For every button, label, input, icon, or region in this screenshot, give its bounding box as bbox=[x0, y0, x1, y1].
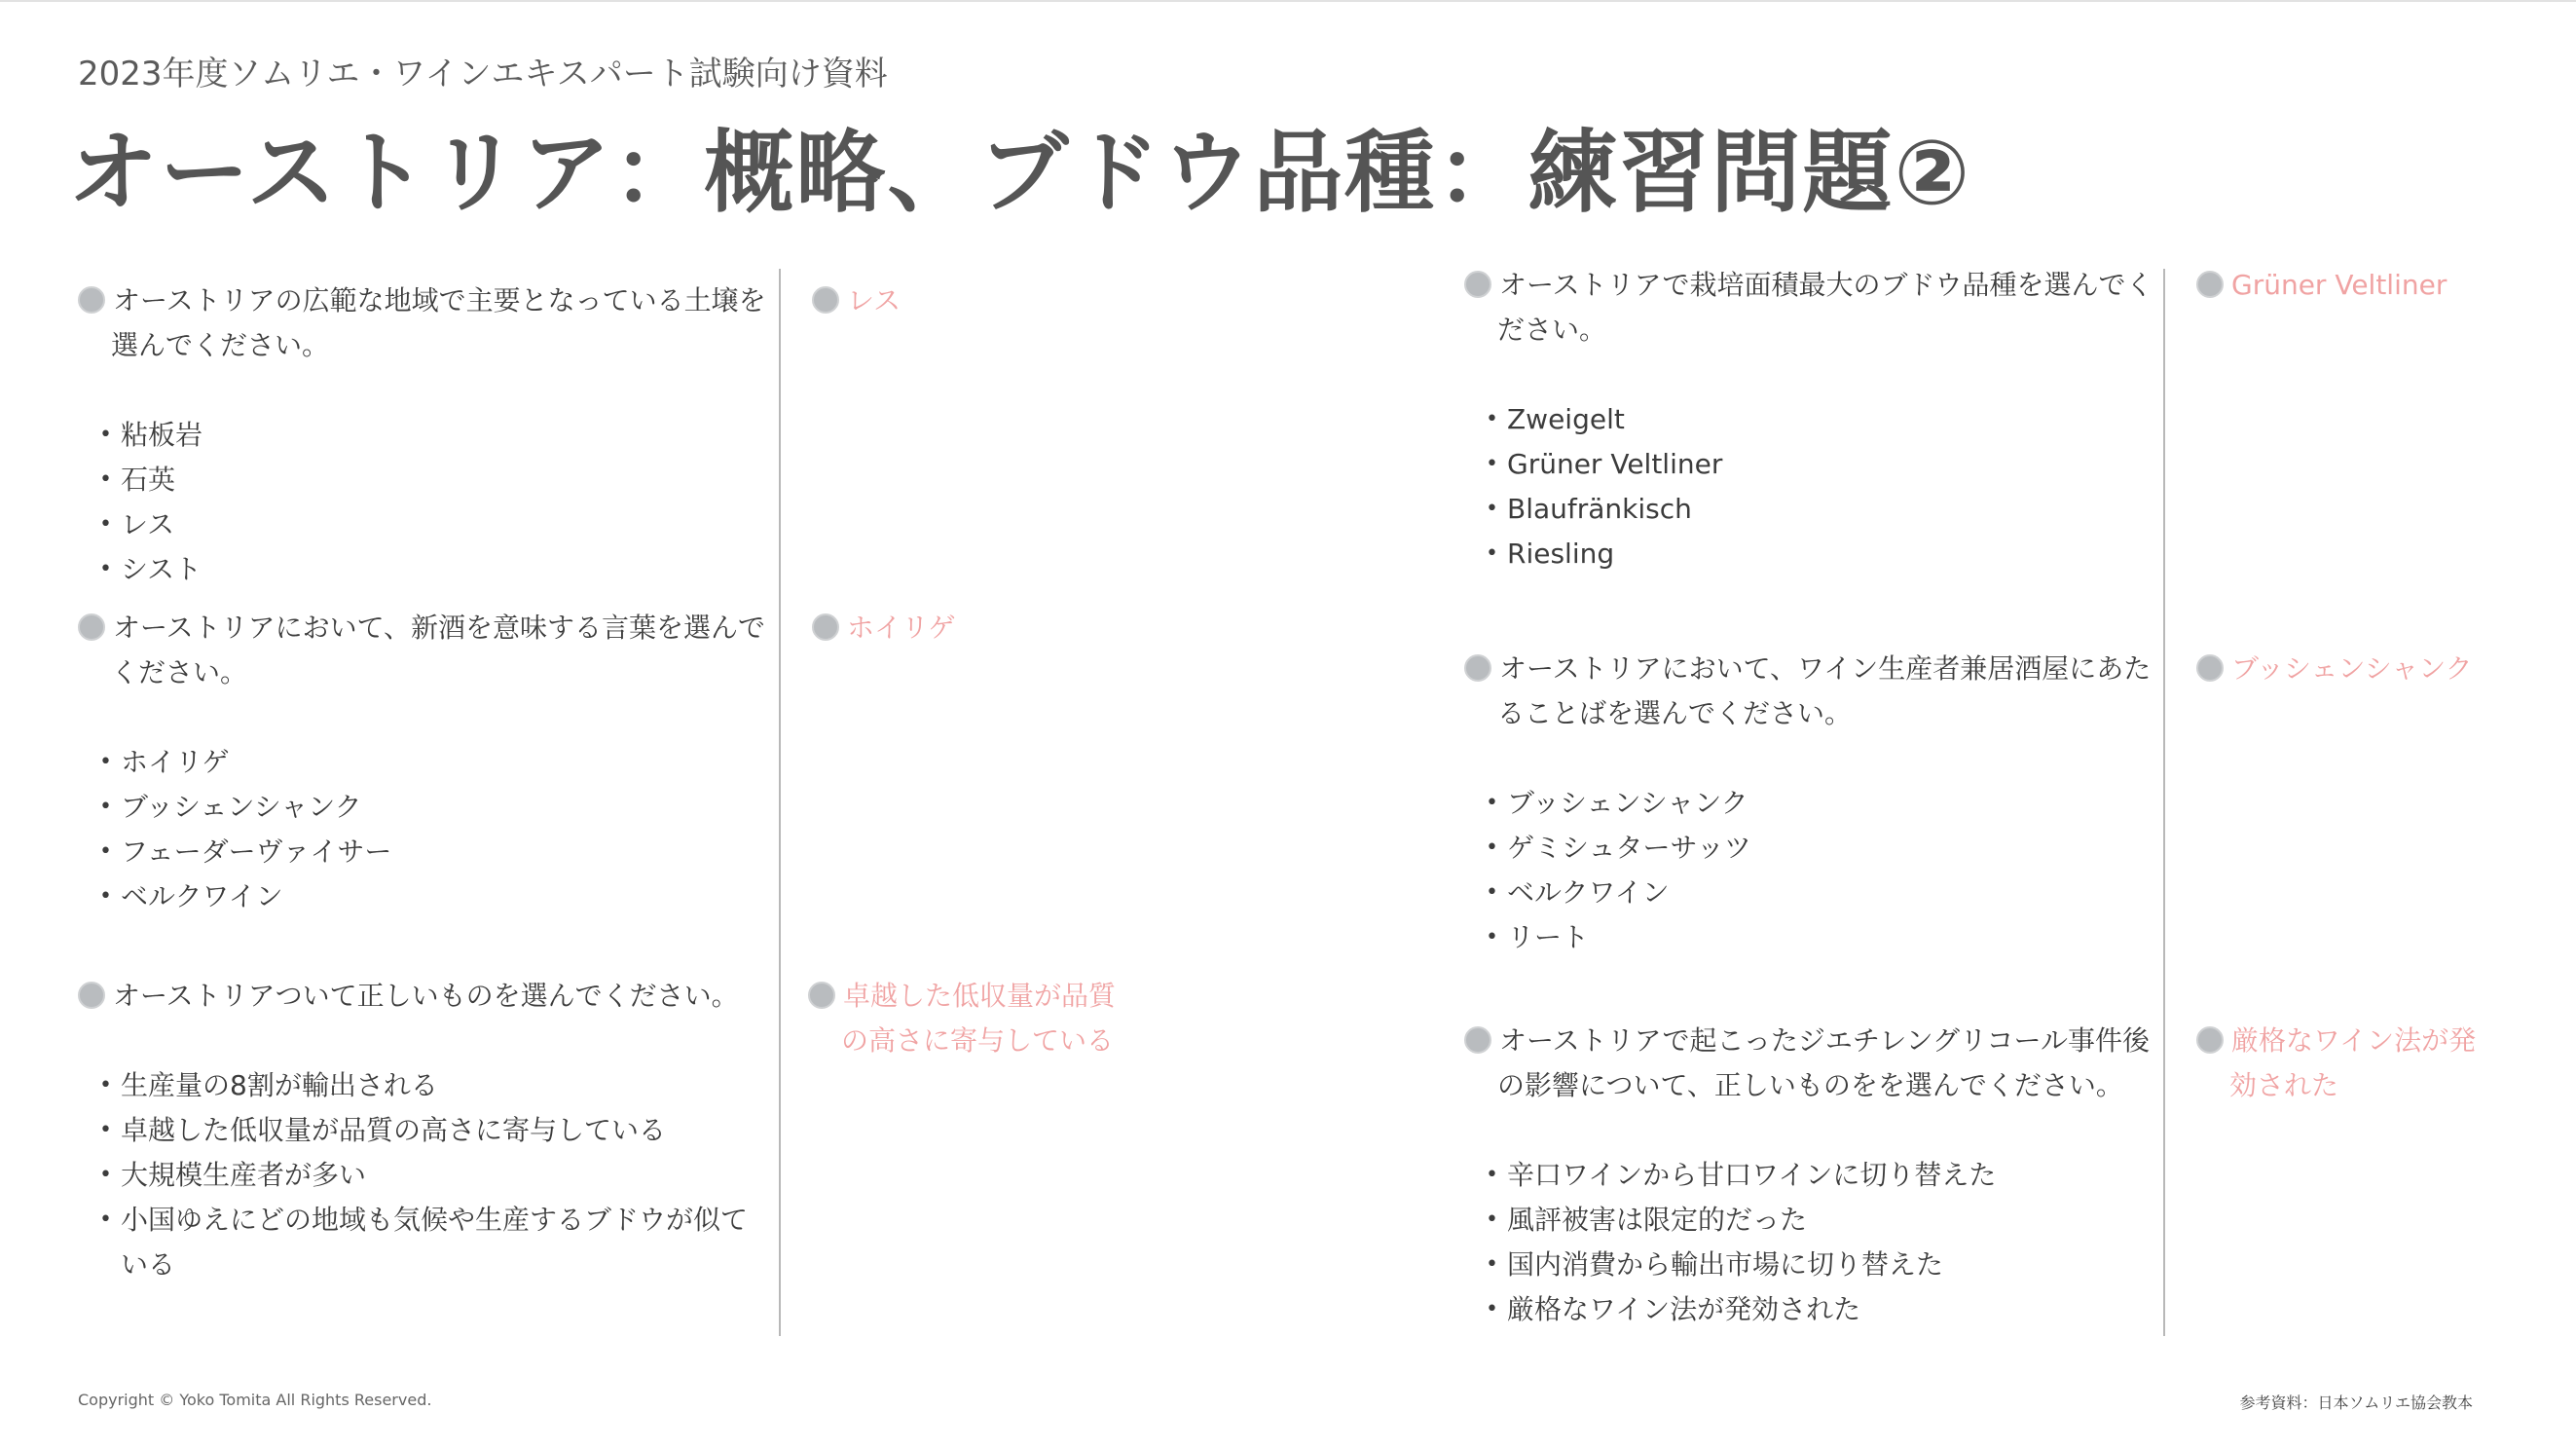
option-item: • シスト bbox=[99, 547, 769, 592]
option-item: • 粘板岩 bbox=[99, 413, 769, 458]
option-list bbox=[1464, 1153, 2155, 1332]
question-6 bbox=[1464, 1019, 2155, 1332]
option-item: • Zweigelt bbox=[1486, 397, 2155, 442]
question-1 bbox=[78, 279, 769, 592]
answer-text: 厳格なワイン法が発効された bbox=[2229, 1024, 2477, 1101]
answer-marker-icon bbox=[2196, 271, 2224, 298]
question-marker-icon bbox=[1464, 271, 1491, 298]
question-marker-icon bbox=[1464, 654, 1491, 682]
answer-text: レス bbox=[847, 284, 902, 316]
option-list bbox=[1464, 397, 2155, 576]
answer-marker-icon bbox=[812, 613, 839, 641]
option-item: • 国内消費から輸出市場に切り替えた bbox=[1486, 1243, 2155, 1287]
question-marker-icon bbox=[78, 613, 105, 641]
option-item: • Blaufränkisch bbox=[1486, 487, 2155, 532]
option-item: • 大規模生産者が多い bbox=[99, 1153, 769, 1198]
page-title: オーストリア：概略、ブドウ品種：練習問題② bbox=[68, 121, 1972, 225]
option-item: • ゲミシュターサッツ bbox=[1486, 826, 2155, 871]
option-item: • 卓越した低収量が品質の高さに寄与している bbox=[99, 1108, 769, 1153]
answer-text: ブッシェンシャンク bbox=[2231, 652, 2473, 685]
answer-6 bbox=[2196, 1019, 2486, 1108]
option-item: • 小国ゆえにどの地域も気候や生産するブドウが似ている bbox=[99, 1198, 769, 1287]
divider-right bbox=[2163, 269, 2165, 1336]
question-2 bbox=[78, 606, 769, 919]
option-item: • 生産量の8割が輸出される bbox=[99, 1063, 769, 1108]
answer-5 bbox=[2196, 647, 2498, 691]
answer-2 bbox=[812, 606, 1137, 650]
option-item: • 風評被害は限定的だった bbox=[1486, 1198, 2155, 1243]
subtitle: 2023年度ソムリエ・ワインエキスパート試験向け資料 bbox=[78, 55, 888, 93]
divider-left bbox=[779, 269, 781, 1336]
answer-marker-icon bbox=[2196, 654, 2224, 682]
option-list bbox=[78, 413, 769, 592]
question-text: オーストリアで起こったジエチレングリコール事件後の影響について、正しいものをを選んでください。 bbox=[1497, 1024, 2150, 1101]
answer-text: ホイリゲ bbox=[847, 612, 956, 644]
answer-1 bbox=[812, 279, 1137, 323]
answer-marker-icon bbox=[808, 982, 835, 1009]
copyright: Copyright © Yoko Tomita All Rights Reserved. bbox=[78, 1391, 432, 1409]
question-3 bbox=[78, 974, 769, 1287]
answer-marker-icon bbox=[2196, 1026, 2224, 1054]
option-item: • 石英 bbox=[99, 458, 769, 502]
question-text: オーストリアにおいて、新酒を意味する言葉を選んでください。 bbox=[111, 612, 766, 688]
option-list bbox=[78, 740, 769, 919]
top-rule bbox=[0, 0, 2576, 2]
answer-4 bbox=[2196, 263, 2521, 308]
option-list bbox=[78, 1063, 769, 1287]
question-marker-icon bbox=[78, 982, 105, 1009]
answer-3 bbox=[808, 974, 1123, 1063]
option-item: • ベルクワイン bbox=[99, 874, 769, 919]
option-item: • リート bbox=[1486, 915, 2155, 960]
option-item: • ベルクワイン bbox=[1486, 871, 2155, 915]
option-item: • ブッシェンシャンク bbox=[1486, 781, 2155, 826]
option-item: • レス bbox=[99, 502, 769, 547]
option-list bbox=[1464, 781, 2155, 960]
question-4 bbox=[1464, 263, 2155, 576]
answer-marker-icon bbox=[812, 286, 839, 314]
answer-text: 卓越した低収量が品質の高さに寄与している bbox=[841, 980, 1117, 1057]
question-text: オーストリアついて正しいものを選んでください。 bbox=[113, 980, 739, 1012]
question-marker-icon bbox=[78, 286, 105, 314]
question-text: オーストリアで栽培面積最大のブドウ品種を選んでください。 bbox=[1497, 269, 2153, 346]
question-marker-icon bbox=[1464, 1026, 1491, 1054]
question-text: オーストリアの広範な地域で主要となっている土壌を選んでください。 bbox=[111, 284, 766, 361]
option-item: • 辛口ワインから甘口ワインに切り替えた bbox=[1486, 1153, 2155, 1198]
question-text: オーストリアにおいて、ワイン生産者兼居酒屋にあたることばを選んでください。 bbox=[1497, 652, 2152, 729]
reference-note: 参考資料：日本ソムリエ協会教本 bbox=[2239, 1393, 2473, 1412]
option-item: • ブッシェンシャンク bbox=[99, 785, 769, 830]
option-item: • フェーダーヴァイサー bbox=[99, 830, 769, 874]
option-item: • 厳格なワイン法が発効された bbox=[1486, 1287, 2155, 1332]
answer-text: Grüner Veltliner bbox=[2231, 269, 2447, 301]
option-item: • Riesling bbox=[1486, 532, 2155, 576]
question-5 bbox=[1464, 647, 2155, 960]
option-item: • ホイリゲ bbox=[99, 740, 769, 785]
option-item: • Grüner Veltliner bbox=[1486, 442, 2155, 487]
